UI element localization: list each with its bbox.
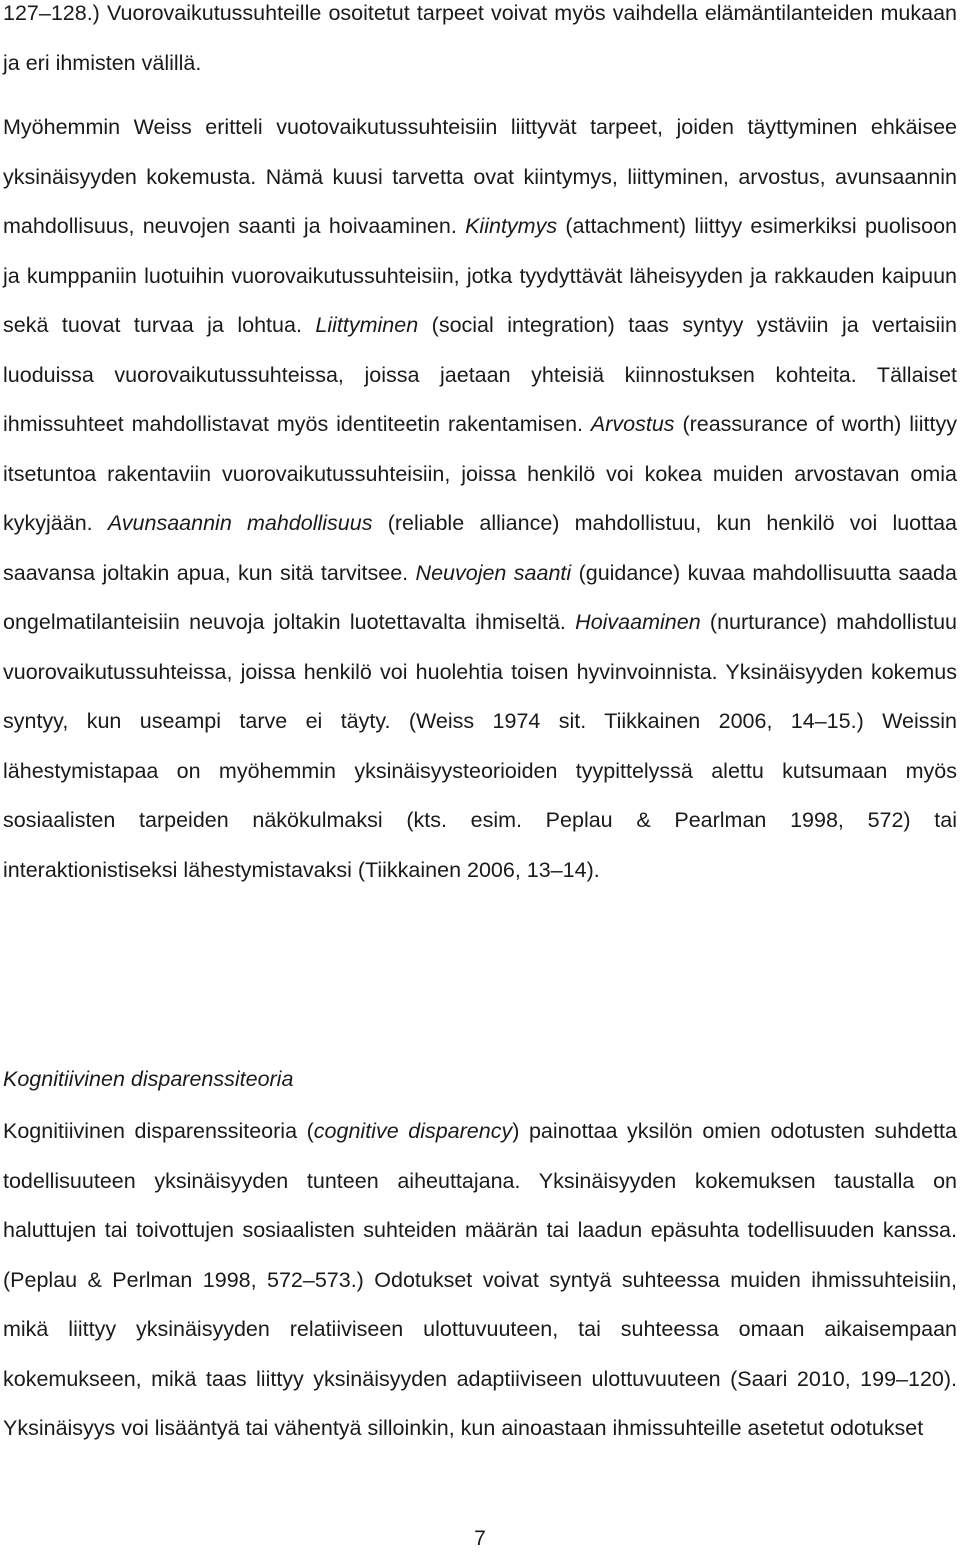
text-span: (nurturance) mahdollistuu vuorovaikutussuhteissa, joissa henkilö voi huolehtia toisen hyvinvoinnista. Yksinäisyyden kokemus syntyy, kun useampi tarve ei täyty. (Weiss 1974 sit. Tiikkainen 2006, 14–15.) Weissin lähestymistapaa on myöhemmin yksinäisyysteorioiden tyypittelyssä alettu kutsumaan myös sosiaalisten tarpeiden näkökulmaksi (kts. esim. Peplau & Pearlman 1998, 572) tai interaktionistiseksi lähestymistavaksi (Tiikkainen 2006, 13–14). (3, 610, 957, 882)
paragraph-cognitive-disparency (3, 1107, 957, 1454)
text-span: (social integration) taas syntyy ystäviin ja vertaisiin luoduissa vuorovaikutussuhteissa, joissa jaetaan yhteisiä kiinnostuksen kohteita. Tällaiset ihmissuhteet mahdollistavat myös identiteetin rakentamisen. (3, 313, 958, 436)
term-avunsaannin-mahdollisuus: Avunsaannin mahdollisuus (107, 511, 373, 535)
text-span: Myöhemmin Weiss eritteli vuotovaikutussuhteisiin liittyvät tarpeet, joiden täyttyminen ehkäisee yksinäisyyden kokemusta. Nämä kuusi tarvetta ovat kiintymys, liittyminen, arvostus, avunsaannin mahdollisuus, neuvojen saanti ja hoivaaminen. (3, 115, 957, 238)
text-span: (reassurance of worth) liittyy itsetuntoa rakentaviin vuorovaikutussuhteisiin, joissa henkilö voi kokea muiden arvostavan omia kykyjään. (3, 412, 957, 535)
paragraph-2 (3, 103, 957, 895)
section-heading: Kognitiivinen disparenssiteoria (3, 1067, 294, 1091)
term-liittyminen: Liittyminen (315, 313, 419, 337)
paragraph-continued (3, 0, 957, 88)
text-span: (guidance) kuvaa mahdollisuutta saada ongelmatilanteisiin neuvoja joltakin luotettavalta ihmiseltä. (3, 560, 957, 634)
term-arvostus: Arvostus (590, 412, 675, 436)
paragraph-weiss-needs (3, 103, 957, 895)
term-hoivaaminen: Hoivaaminen (575, 610, 701, 634)
text-span: ) painottaa yksilön omien odotusten suhdetta todellisuuteen yksinäisyyden tunteen aiheuttajana. Yksinäisyyden kokemuksen taustalla on haluttujen tai toivottujen sosiaalisten suhteiden määrän tai laadun epäsuhta todellisuuden kanssa. (Peplau & Perlman 1998, 572–573.) Odotukset voivat syntyä suhteessa muiden ihmissuhteisiin, mikä liittyy yksinäisyyden relatiiviseen ulottuvuuteen, tai suhteessa omaan aikaisempaan kokemukseen, mikä taas liittyy yksinäisyyden adaptiiviseen ulottuvuuteen (Saari 2010, 199–120). Yksinäisyys voi lisääntyä tai vähentyä silloinkin, kun ainoastaan ihmissuhteille asetetut odotukset (3, 1119, 957, 1440)
paragraph-3 (3, 1107, 957, 1454)
term-cognitive-disparency: cognitive disparency (313, 1119, 513, 1143)
page-number: 7 (474, 1527, 486, 1550)
paragraph-1: 127–128.) Vuorovaikutussuhteille osoitetut tarpeet voivat myös vaihdella elämäntilanteiden mukaan ja eri ihmisten välillä. (3, 1, 957, 75)
text-span: Kognitiivinen disparenssiteoria ( (3, 1119, 314, 1143)
text-span: (reliable alliance) mahdollistuu, kun henkilö voi luottaa saavansa joltakin apua, kun sitä tarvitsee. (3, 511, 957, 585)
term-kiintymys: Kiintymys (465, 214, 558, 238)
term-neuvojen-saanti: Neuvojen saanti (415, 560, 572, 585)
text-span: (attachment) liittyy esimerkiksi puolisoon ja kumppaniin luotuihin vuorovaikutussuhteisiin, jotka tyydyttävät läheisyyden ja rakkauden kaipuun sekä tuovat turvaa ja lohtua. (3, 214, 957, 337)
